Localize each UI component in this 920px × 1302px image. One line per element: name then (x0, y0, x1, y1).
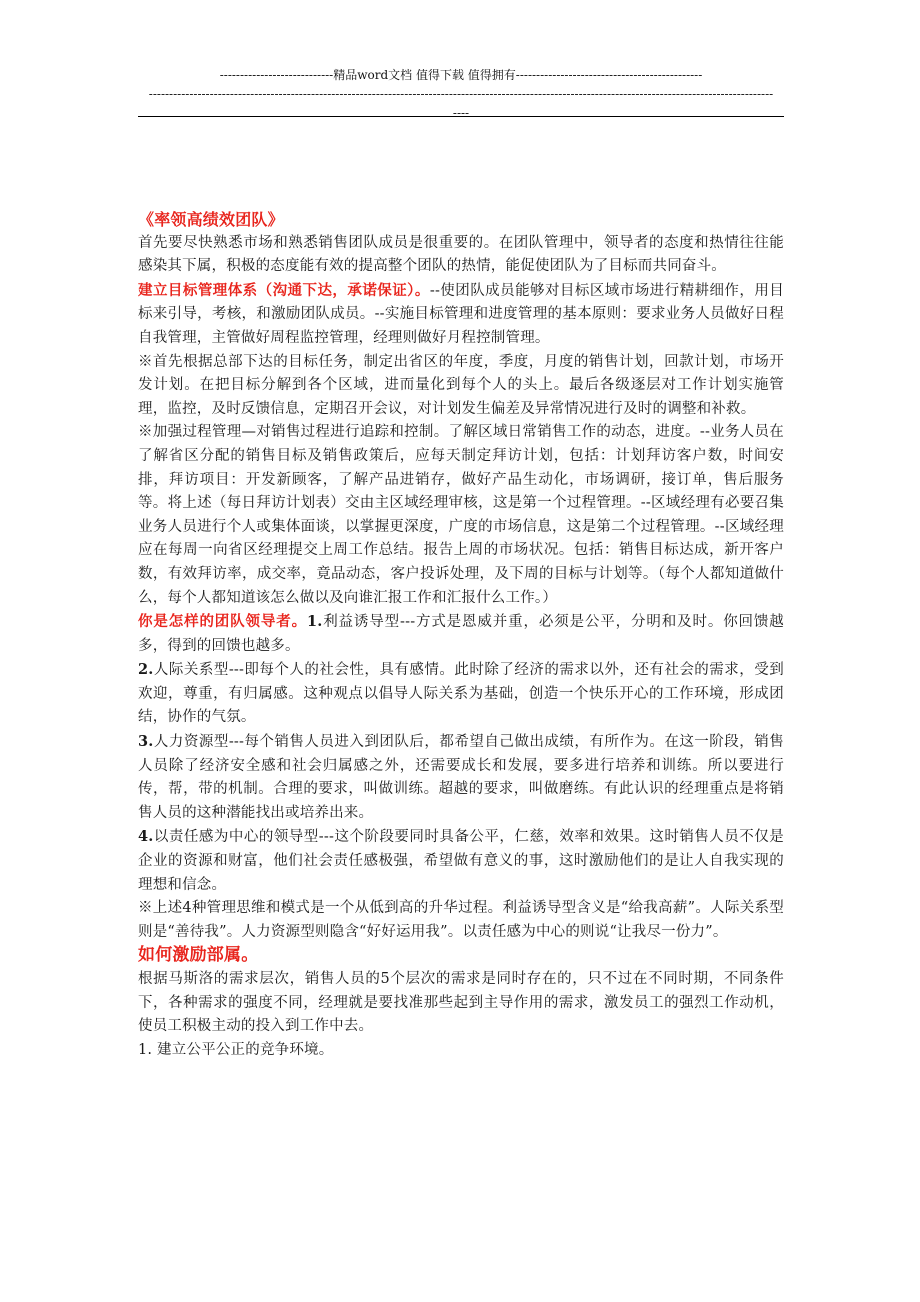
section-heading: 建立目标管理体系（沟通下达，承诺保证）。 (138, 281, 430, 299)
header-line-2: ---------------------------------------------------------------------------------------------------------------------------------------------------------- (148, 87, 774, 101)
list-item (138, 730, 784, 825)
paragraph-text: 以责任感为中心的领导型---这个阶段要同时具备公平，仁慈，效率和效果。这时销售人员不仅是企业的资源和财富，他们社会责任感极强，希望做有意义的事，这时激励他们的是让人自我实现的理想和信念。 (138, 829, 784, 893)
paragraph-plan: ※首先根据总部下达的目标任务，制定出省区的年度，季度，月度的销售计划，回款计划，市场开发计划。在把目标分解到各个区域，进而量化到每个人的头上。最后各级逐层对工作计划实施管理，监控，及时反馈信息，定期召开会议，对计划发生偏差及异常情况进行及时的调整和补救。 (138, 353, 784, 417)
paragraph-summary: ※上述4种管理思维和模式是一个从低到高的升华过程。利益诱导型含义是“给我高薪”。人际关系型则是“善待我”。人力资源型则隐含“好好运用我”。以责任感为中心的则说“让我尽一份力”。 (138, 900, 784, 940)
header-rule (138, 116, 784, 117)
paragraph-text: 人际关系型---即每个人的社会性，具有感情。此时除了经济的需求以外，还有社会的需求，受到欢迎，尊重，有归属感。这种观点以倡导人际关系为基础，创造一个快乐开心的工作环境，形成团结，协作的气氛。 (138, 662, 784, 726)
document-title: 《率领高绩效团队》 (138, 210, 284, 229)
list-number: 2. (138, 661, 154, 679)
intro-paragraph: 首先要尽快熟悉市场和熟悉销售团队成员是很重要的。在团队管理中，领导者的态度和热情往往能感染其下属，积极的态度能有效的提高整个团队的热情，能促使团队为了目标而共同奋斗。 (138, 234, 784, 275)
paragraph-text: --使团队成员能够对目标区域市场进行精耕细作，用目标来引导，考核，和激励团队成员。--实施目标管理和进度管理的基本原则：要求业务人员做好日程自我管理，主管做好周程监控管理，经理则做好月程控制管理。 (138, 282, 784, 346)
header-line-3: ---- (452, 106, 470, 120)
list-number: 3. (138, 733, 154, 751)
list-item (138, 825, 784, 897)
list-number: 4. (138, 828, 154, 846)
section-heading-motivation: 如何激励部属。 (138, 945, 259, 966)
list-number: 1. (306, 613, 323, 631)
section-goal-management (138, 279, 784, 351)
paragraph-process: ※加强过程管理—对销售过程进行追踪和控制。了解区域日常销售工作的动态，进度。--业务人员在了解省区分配的销售目标及销售政策后，应每天制定拜访计划，包括：计划拜访客户数，时间安排，拜访项目：开发新顾客，了解产品进销存，做好产品生动化，市场调研，接订单，售后服务等。将上述（每日拜访计划表）交由主区域经理审核，这是第一个过程管理。--区域经理有必要召集业务人员进行个人或集体面谈，以掌握更深度，广度的市场信息，这是第二个过程管理。--区域经理应在每周一向省区经理提交上周工作总结。报告上周的市场状况。包括：销售目标达成，新开客户数，有效拜访率，成交率，竟品动态，客户投诉处理，及下周的目标与计划等。（每个人都知道做什么，每个人都知道该怎么做以及向谁汇报工作和汇报什么工作。） (138, 424, 784, 606)
paragraph-text: 利益诱导型---方式是恩威并重，必须是公平，分明和及时。你回馈越多，得到的回馈也越多。 (138, 614, 784, 654)
document-body (138, 208, 784, 1062)
header-line-1: ----------------------------精品word文档 值得下载 值得拥有---------------------------------------------- (219, 68, 703, 82)
section-heading: 你是怎样的团队领导者。 (138, 613, 307, 631)
section-leader-type (138, 610, 784, 658)
list-item (138, 658, 784, 730)
list-item: 1. 建立公平公正的竞争环境。 (138, 1041, 334, 1058)
page-header (138, 66, 784, 123)
paragraph-text: 人力资源型---每个销售人员进入到团队后，都希望自己做出成绩，有所作为。在这一阶段，销售人员除了经济安全感和社会归属感之外，还需要成长和发展，要多进行培养和训练。所以要进行传，帮，带的机制。合理的要求，叫做训练。超越的要求，叫做磨练。有此认识的经理重点是将销售人员的这种潜能找出或培养出来。 (138, 734, 784, 821)
paragraph-maslow: 根据马斯洛的需求层次，销售人员的5个层次的需求是同时存在的，只不过在不同时期，不同条件下，各种需求的强度不同，经理就是要找准那些起到主导作用的需求，激发员工的强烈工作动机，使员工积极主动的投入到工作中去。 (138, 971, 784, 1035)
